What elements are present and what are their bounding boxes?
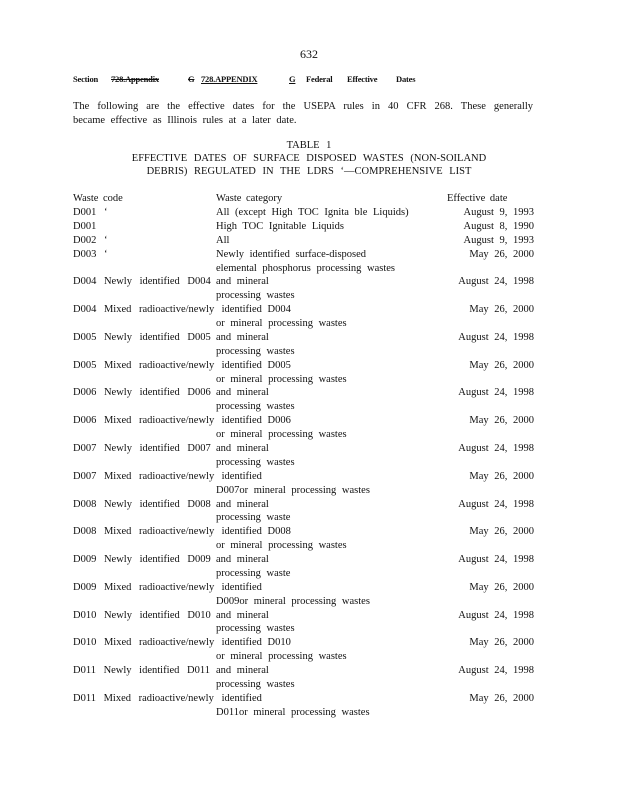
table-row	[0, 221, 618, 235]
table-row	[0, 429, 618, 443]
column-header-code: Waste code	[73, 193, 123, 204]
waste-category-cell: All	[216, 234, 230, 246]
waste-category-cell: identified D006	[216, 415, 291, 427]
table-row	[0, 540, 618, 554]
effective-date-cell: May 26, 2000	[469, 637, 534, 649]
waste-code-cell: D003 ‘	[73, 248, 108, 260]
waste-category-cell: and mineral	[216, 609, 269, 621]
effective-date-cell: August 24, 1998	[458, 665, 534, 676]
table-row	[0, 207, 618, 221]
effective-date-cell: May 26, 2000	[469, 470, 534, 482]
table-row	[0, 610, 618, 624]
effective-date-cell: May 26, 2000	[469, 359, 534, 371]
effective-date-cell: May 26, 2000	[469, 526, 534, 538]
effective-date-cell: August 24, 1998	[458, 498, 534, 510]
waste-category-cell: identified	[216, 581, 262, 593]
waste-category-cell: or mineral processing wastes	[216, 373, 347, 385]
waste-category-cell: processing wastes	[216, 678, 295, 690]
waste-category-cell: and mineral	[216, 665, 269, 676]
waste-category-cell: and mineral	[216, 498, 269, 510]
waste-category-cell: processing waste	[216, 567, 291, 579]
waste-code-cell: D009 Newly identified D009	[73, 554, 211, 565]
waste-category-cell: and mineral	[216, 554, 269, 565]
table-row	[0, 360, 618, 374]
waste-category-cell: processing wastes	[216, 290, 295, 302]
waste-code-cell: D005 Newly identified D005	[73, 331, 211, 343]
waste-category-cell: identified	[216, 692, 262, 704]
section-label: Section	[73, 74, 99, 84]
table-subtitle-line-2: DEBRIS) REGULATED IN THE LDRS ‘—COMPREHENSIVE LIST	[146, 166, 472, 177]
waste-category-cell: and mineral	[216, 331, 269, 343]
struck-g-label: G	[188, 74, 195, 84]
waste-code-cell: D004 Newly identified D004	[73, 276, 211, 288]
table-row	[0, 443, 618, 457]
effective-date-cell: August 8, 1990	[463, 220, 534, 232]
table-row	[0, 374, 618, 388]
effective-date-cell: May 26, 2000	[469, 248, 534, 260]
table-row	[0, 596, 618, 610]
effective-date-cell: August 24, 1998	[458, 609, 534, 621]
appendix-label: 728.APPENDIX	[201, 74, 258, 84]
column-header-category: Waste category	[216, 193, 283, 204]
waste-category-cell: processing wastes	[216, 345, 295, 357]
table-row	[0, 415, 618, 429]
table-row	[0, 318, 618, 332]
waste-category-cell: processing wastes	[216, 623, 295, 635]
waste-category-cell: D011or mineral processing wastes	[216, 706, 370, 718]
table-row	[0, 637, 618, 651]
table-title: TABLE 1	[286, 140, 332, 151]
table-row	[0, 554, 618, 568]
effective-date-cell: August 9, 1993	[463, 207, 534, 218]
waste-code-cell: D007 Mixed radioactive/newly	[73, 470, 215, 482]
table-row	[0, 387, 618, 401]
waste-code-cell: D010 Newly identified D010	[73, 609, 211, 621]
table-row	[0, 679, 618, 693]
table-row	[0, 346, 618, 360]
table-row	[0, 512, 618, 526]
waste-category-cell: or mineral processing wastes	[216, 540, 347, 552]
waste-category-cell: and mineral	[216, 443, 269, 454]
waste-code-cell: D011 Newly identified D011	[73, 665, 210, 676]
waste-code-cell: D010 Mixed radioactive/newly	[73, 637, 215, 649]
effective-date-cell: August 24, 1998	[458, 276, 534, 288]
table-row	[0, 471, 618, 485]
waste-code-cell: D004 Mixed radioactive/newly	[73, 304, 215, 316]
effective-date-cell: August 24, 1998	[458, 387, 534, 399]
struck-appendix-label: 728.Appendix	[111, 74, 159, 84]
waste-code-cell: D011 Mixed radioactive/newly	[73, 692, 214, 704]
waste-category-cell: Newly identified surface-disposed	[216, 248, 367, 260]
table-row	[0, 485, 618, 499]
effective-date-cell: August 9, 1993	[463, 234, 534, 246]
effective-date-cell: August 24, 1998	[458, 443, 534, 454]
dates-label: Dates	[396, 74, 416, 84]
waste-category-cell: and mineral	[216, 276, 269, 288]
waste-category-cell: processing wastes	[216, 401, 295, 413]
effective-date-cell: May 26, 2000	[469, 415, 534, 427]
table-subtitle-line-1: EFFECTIVE DATES OF SURFACE DISPOSED WASTES (NON-SOILAND	[131, 153, 487, 164]
waste-category-cell: or mineral processing wastes	[216, 429, 347, 441]
waste-category-cell: D009or mineral processing wastes	[216, 595, 370, 607]
table-row	[0, 290, 618, 304]
table-row	[0, 582, 618, 596]
waste-category-cell: identified D005	[216, 359, 291, 371]
waste-category-cell: or mineral processing wastes	[216, 651, 347, 663]
waste-code-cell: D002 ‘	[73, 234, 108, 246]
waste-category-cell: D007or mineral processing wastes	[216, 484, 370, 496]
intro-paragraph: The following are the effective dates for the USEPA rules in 40 CFR 268. These generally became effective as Illinois rules at a later date.	[73, 101, 533, 126]
table-row	[0, 304, 618, 318]
table-row	[0, 665, 618, 679]
g-label: G	[289, 74, 296, 84]
waste-code-cell: D005 Mixed radioactive/newly	[73, 359, 215, 371]
waste-category-cell: processing waste	[216, 512, 291, 524]
waste-code-cell: D009 Mixed radioactive/newly	[73, 581, 215, 593]
table-row	[0, 401, 618, 415]
waste-category-cell: All (except High TOC Ignita ble Liquids)	[216, 207, 409, 218]
waste-code-cell: D006 Mixed radioactive/newly	[73, 415, 215, 427]
table-row	[0, 526, 618, 540]
table-row	[0, 499, 618, 513]
table-row	[0, 568, 618, 582]
table-row	[0, 263, 618, 277]
waste-category-cell: identified D004	[216, 304, 291, 316]
table-row	[0, 276, 618, 290]
waste-category-cell: High TOC Ignitable Liquids	[216, 220, 344, 232]
waste-category-cell: or mineral processing wastes	[216, 318, 347, 329]
effective-date-cell: August 24, 1998	[458, 554, 534, 565]
waste-category-cell: elemental phosphorus processing wastes	[216, 262, 396, 274]
waste-code-cell: D008 Newly identified D008	[73, 498, 211, 510]
effective-date-cell: May 26, 2000	[469, 304, 534, 316]
federal-label: Federal	[306, 74, 333, 84]
table-row	[0, 235, 618, 249]
waste-code-cell: D006 Newly identified D006	[73, 387, 211, 399]
table-row	[0, 693, 618, 707]
waste-category-cell: and mineral	[216, 387, 269, 399]
table-row	[0, 707, 618, 721]
waste-code-cell: D008 Mixed radioactive/newly	[73, 526, 215, 538]
waste-code-cell: D007 Newly identified D007	[73, 443, 211, 454]
waste-category-cell: identified D008	[216, 526, 291, 538]
waste-category-cell: processing wastes	[216, 456, 295, 468]
waste-code-cell: D001 ‘	[73, 207, 108, 218]
page-number: 632	[300, 47, 318, 61]
waste-category-cell: identified D010	[216, 637, 291, 649]
table-row	[0, 623, 618, 637]
effective-date-cell: August 24, 1998	[458, 331, 534, 343]
table-row	[0, 651, 618, 665]
effective-date-cell: May 26, 2000	[469, 692, 534, 704]
waste-category-cell: identified	[216, 470, 262, 482]
effective-date-cell: May 26, 2000	[469, 581, 534, 593]
column-header-date: Effective date	[447, 193, 508, 204]
waste-code-cell: D001	[73, 220, 97, 232]
table-row	[0, 457, 618, 471]
table-row	[0, 249, 618, 263]
table-row	[0, 332, 618, 346]
effective-label: Effective	[347, 74, 378, 84]
